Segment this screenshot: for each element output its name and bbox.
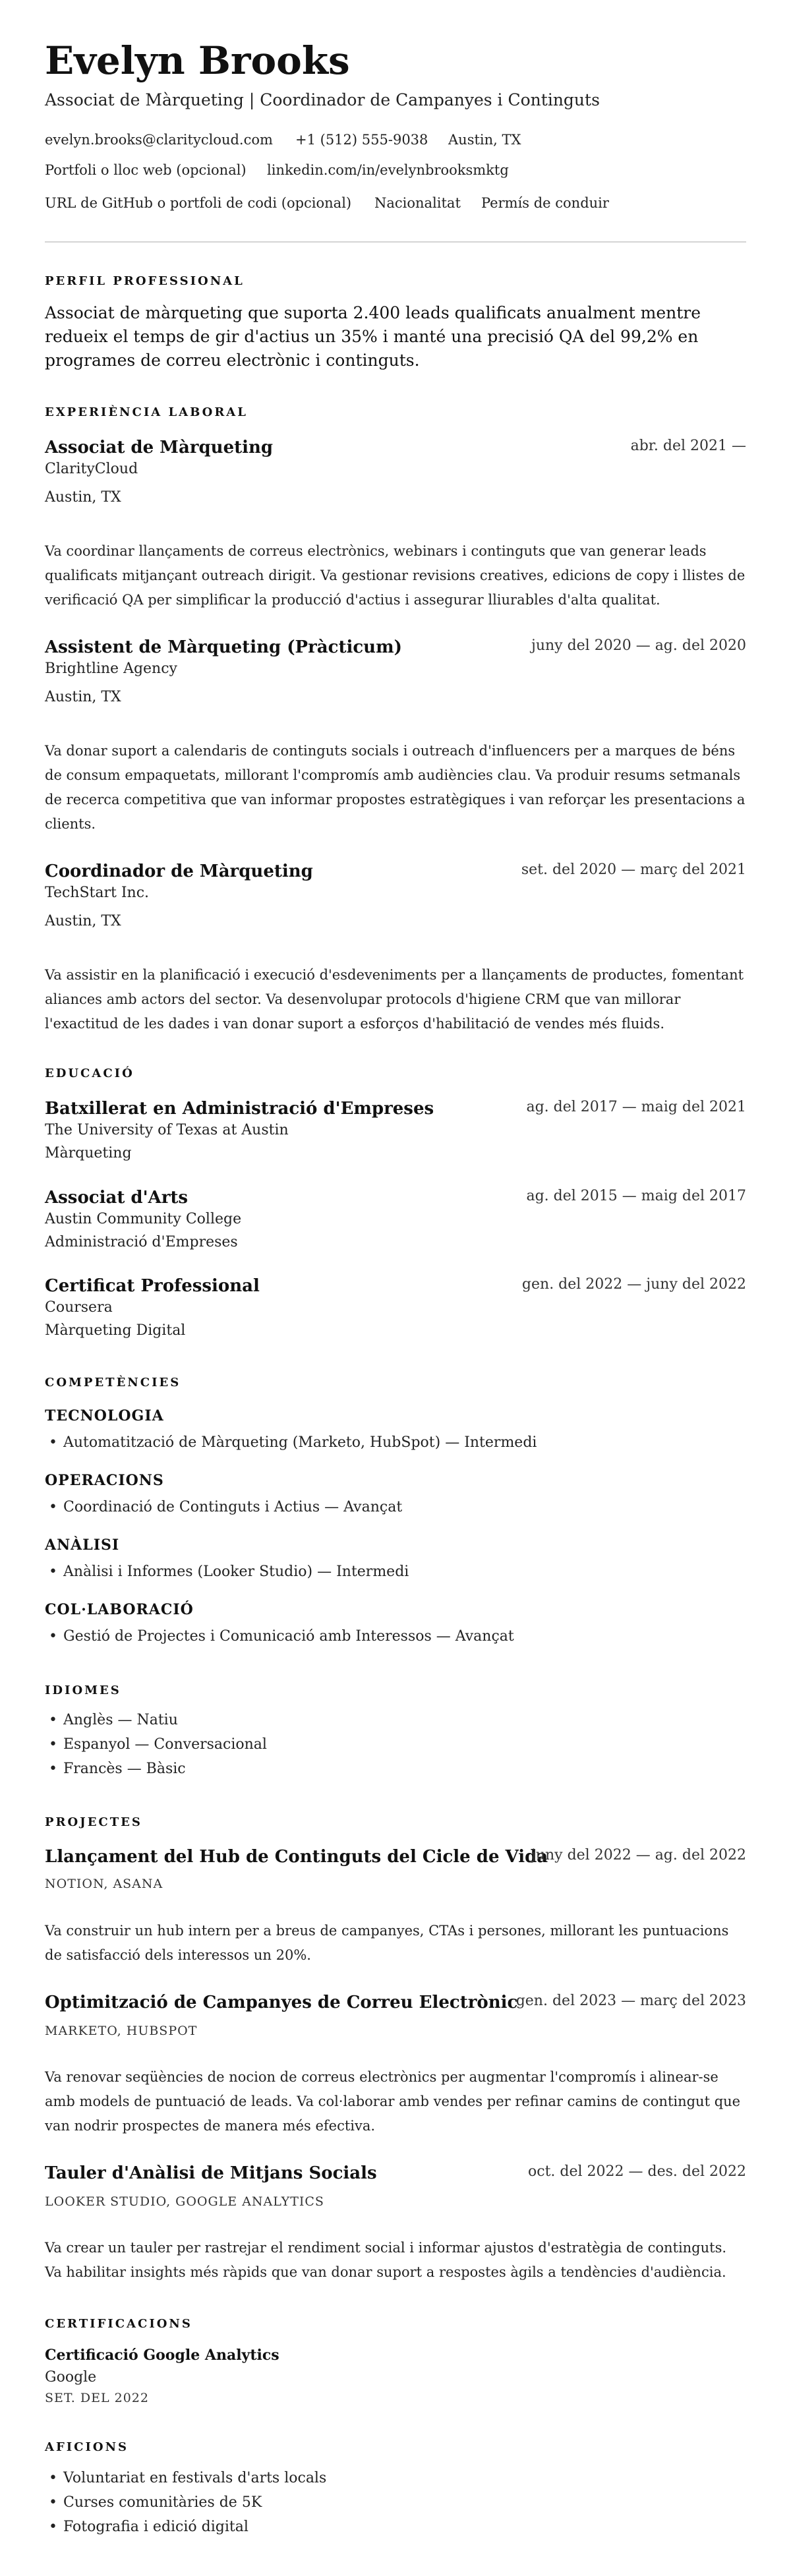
list-item [45, 2493, 262, 2513]
skill-category: ANÀLISI [45, 1537, 120, 1554]
skill-category: TECNOLOGIA [45, 1407, 164, 1424]
education-school: The University of Texas at Austin [45, 1122, 289, 1138]
list-item [45, 1711, 178, 1730]
job-location: Austin, TX [45, 913, 121, 929]
candidate-headline: Associat de Màrqueting | Coordinador de Campanyes i Continguts [45, 90, 600, 109]
skill-item-text: Automatització de Màrqueting (Marketo, HubSpot) — Intermedi [63, 1434, 537, 1451]
bullet-glyph: • [49, 1761, 57, 1777]
bullet-glyph: • [49, 2519, 57, 2535]
job-date: juny del 2020 — ag. del 2020 [531, 637, 746, 654]
profile-summary: Associat de màrqueting que suporta 2.400 leads qualificats anualment mentre redueix el temps de gir d'actius un 35% i manté una precisió QA del 99,2% en programes de correu electrònic i continguts. [45, 303, 701, 370]
hobby-item: Curses comunitàries de 5K [63, 2494, 262, 2511]
job-date: set. del 2020 — març del 2021 [521, 862, 746, 878]
project-title: Optimització de Campanyes de Correu Electrònic [45, 1993, 518, 2012]
bullet-glyph: • [49, 1434, 57, 1451]
job-company: ClarityCloud [45, 461, 138, 477]
education-field: Administració d'Empreses [45, 1234, 238, 1250]
list-item [45, 1759, 186, 1779]
project-date: oct. del 2022 — des. del 2022 [528, 2163, 746, 2180]
job-title: Associat de Màrqueting [45, 438, 274, 457]
linkedin-link[interactable]: linkedin.com/in/evelynbrooksmktg [267, 162, 509, 178]
list-item [45, 2517, 249, 2537]
job-location: Austin, TX [45, 489, 121, 506]
project-description: Va crear un tauler per rastrejar el rendiment social i informar ajustos d'estratègia de continguts. Va habilitar insights més ràpids que van donar suport a respostes àgils a tendències d'audiència. [45, 2240, 727, 2280]
section-heading-languages: IDIOMES [45, 1683, 121, 1697]
education-degree: Batxillerat en Administració d'Empreses [45, 1099, 434, 1119]
education-field: Màrqueting [45, 1145, 132, 1161]
skill-item [45, 1627, 514, 1647]
section-heading-skills: COMPETÈNCIES [45, 1376, 181, 1390]
project-tools: MARKETO, HUBSPOT [45, 2024, 198, 2038]
education-date: gen. del 2022 — juny del 2022 [521, 1276, 746, 1293]
project-description: Va renovar seqüències de nocion de correus electrònics per augmentar l'compromís i alinear-se amb models de puntuació de leads. Va col·laborar amb vendes per refinar camins de contingut que van nodrir prospectes de manera més efectiva. [45, 2069, 741, 2134]
project-tools: NOTION, ASANA [45, 1877, 163, 1891]
job-company: TechStart Inc. [45, 885, 150, 901]
job-company: Brightline Agency [45, 660, 177, 677]
driving-license: Permís de conduir [481, 195, 609, 211]
job-description: Va coordinar llançaments de correus electrònics, webinars i continguts que van generar leads qualificats mitjançant outreach dirigit. Va gestionar revisions creatives, edicions de copy i llistes de verificació QA per simplificar la producció d'actius i assegurar lliurables d'alta qualitat. [45, 543, 746, 608]
bullet-glyph: • [49, 1564, 57, 1580]
section-heading-hobbies: AFICIONS [45, 2440, 129, 2454]
location: Austin, TX [448, 132, 521, 148]
section-heading-certifications: CERTIFICACIONS [45, 2317, 192, 2331]
github-link[interactable]: URL de GitHub o portfoli de codi (opcional) [45, 195, 352, 211]
list-item [45, 1735, 267, 1755]
education-degree: Associat d'Arts [45, 1188, 189, 1208]
education-school: Austin Community College [45, 1211, 242, 1227]
certification-issuer: Google [45, 2369, 97, 2386]
header-divider [45, 241, 746, 243]
skill-item [45, 1562, 409, 1582]
skill-category: OPERACIONS [45, 1472, 164, 1489]
project-date: gen. del 2023 — març del 2023 [515, 1993, 746, 2009]
certification-date: SET. DEL 2022 [45, 2391, 149, 2405]
hobby-item: Fotografia i edició digital [63, 2519, 249, 2535]
project-title: Llançament del Hub de Continguts del Cicle de Vida [45, 1847, 548, 1867]
section-heading-education: EDUCACIÓ [45, 1067, 134, 1080]
list-item [45, 2469, 326, 2488]
hobby-item: Voluntariat en festivals d'arts locals [63, 2470, 327, 2486]
bullet-glyph: • [49, 2494, 57, 2511]
candidate-name: Evelyn Brooks [45, 38, 350, 83]
education-date: ag. del 2017 — maig del 2021 [526, 1099, 746, 1115]
job-description: Va assistir en la planificació i execució d'esdeveniments per a llançaments de productes, fomentant aliances amb actors del sector. Va desenvolupar protocols d'higiene CRM que van millorar l'exactitud de les dades i van donar suport a esforços d'habilitació de vendes més fluids. [45, 967, 744, 1032]
language-item: Espanyol — Conversacional [63, 1736, 267, 1753]
certification-name: Certificació Google Analytics [45, 2347, 279, 2364]
portfolio-link[interactable]: Portfoli o lloc web (opcional) [45, 162, 247, 178]
bullet-glyph: • [49, 1628, 57, 1645]
project-tools: LOOKER STUDIO, GOOGLE ANALYTICS [45, 2194, 324, 2209]
job-title: Coordinador de Màrqueting [45, 862, 313, 881]
project-description: Va construir un hub intern per a breus de campanyes, CTAs i persones, millorant les puntuacions de satisfacció dels interessos un 20%. [45, 1923, 729, 1963]
education-school: Coursera [45, 1299, 113, 1316]
job-title: Assistent de Màrqueting (Pràcticum) [45, 637, 402, 657]
project-title: Tauler d'Anàlisi de Mitjans Socials [45, 2163, 377, 2183]
skill-item [45, 1433, 537, 1453]
section-heading-projects: PROJECTES [45, 1815, 142, 1829]
section-heading-experience: EXPERIÈNCIA LABORAL [45, 405, 248, 419]
language-item: Francès — Bàsic [63, 1761, 186, 1777]
job-location: Austin, TX [45, 689, 121, 705]
skill-category: COL·LABORACIÓ [45, 1601, 194, 1618]
skill-item-text: Gestió de Projectes i Comunicació amb Interessos — Avançat [63, 1628, 514, 1645]
education-degree: Certificat Professional [45, 1276, 260, 1296]
section-heading-profile: PERFIL PROFESSIONAL [45, 274, 245, 288]
education-date: ag. del 2015 — maig del 2017 [526, 1188, 746, 1204]
bullet-glyph: • [49, 1712, 57, 1728]
nationality: Nacionalitat [374, 195, 461, 211]
skill-item [45, 1498, 402, 1517]
bullet-glyph: • [49, 1736, 57, 1753]
phone: +1 (512) 555-9038 [295, 132, 428, 148]
bullet-glyph: • [49, 2470, 57, 2486]
email: evelyn.brooks@claritycloud.com [45, 132, 273, 148]
skill-item-text: Coordinació de Continguts i Actius — Avançat [63, 1499, 403, 1515]
education-field: Màrqueting Digital [45, 1322, 186, 1339]
job-date: abr. del 2021 — [630, 438, 746, 454]
bullet-glyph: • [49, 1499, 57, 1515]
skill-item-text: Anàlisi i Informes (Looker Studio) — Intermedi [63, 1564, 409, 1580]
job-description: Va donar suport a calendaris de continguts socials i outreach d'influencers per a marques de béns de consum empaquetats, millorant l'compromís amb audiències clau. Va produir resums setmanals de recerca competitiva que van informar propostes estratègiques i van reforçar les presentacions a clients. [45, 743, 746, 832]
language-item: Anglès — Natiu [63, 1712, 178, 1728]
project-date: juny del 2022 — ag. del 2022 [531, 1847, 746, 1863]
